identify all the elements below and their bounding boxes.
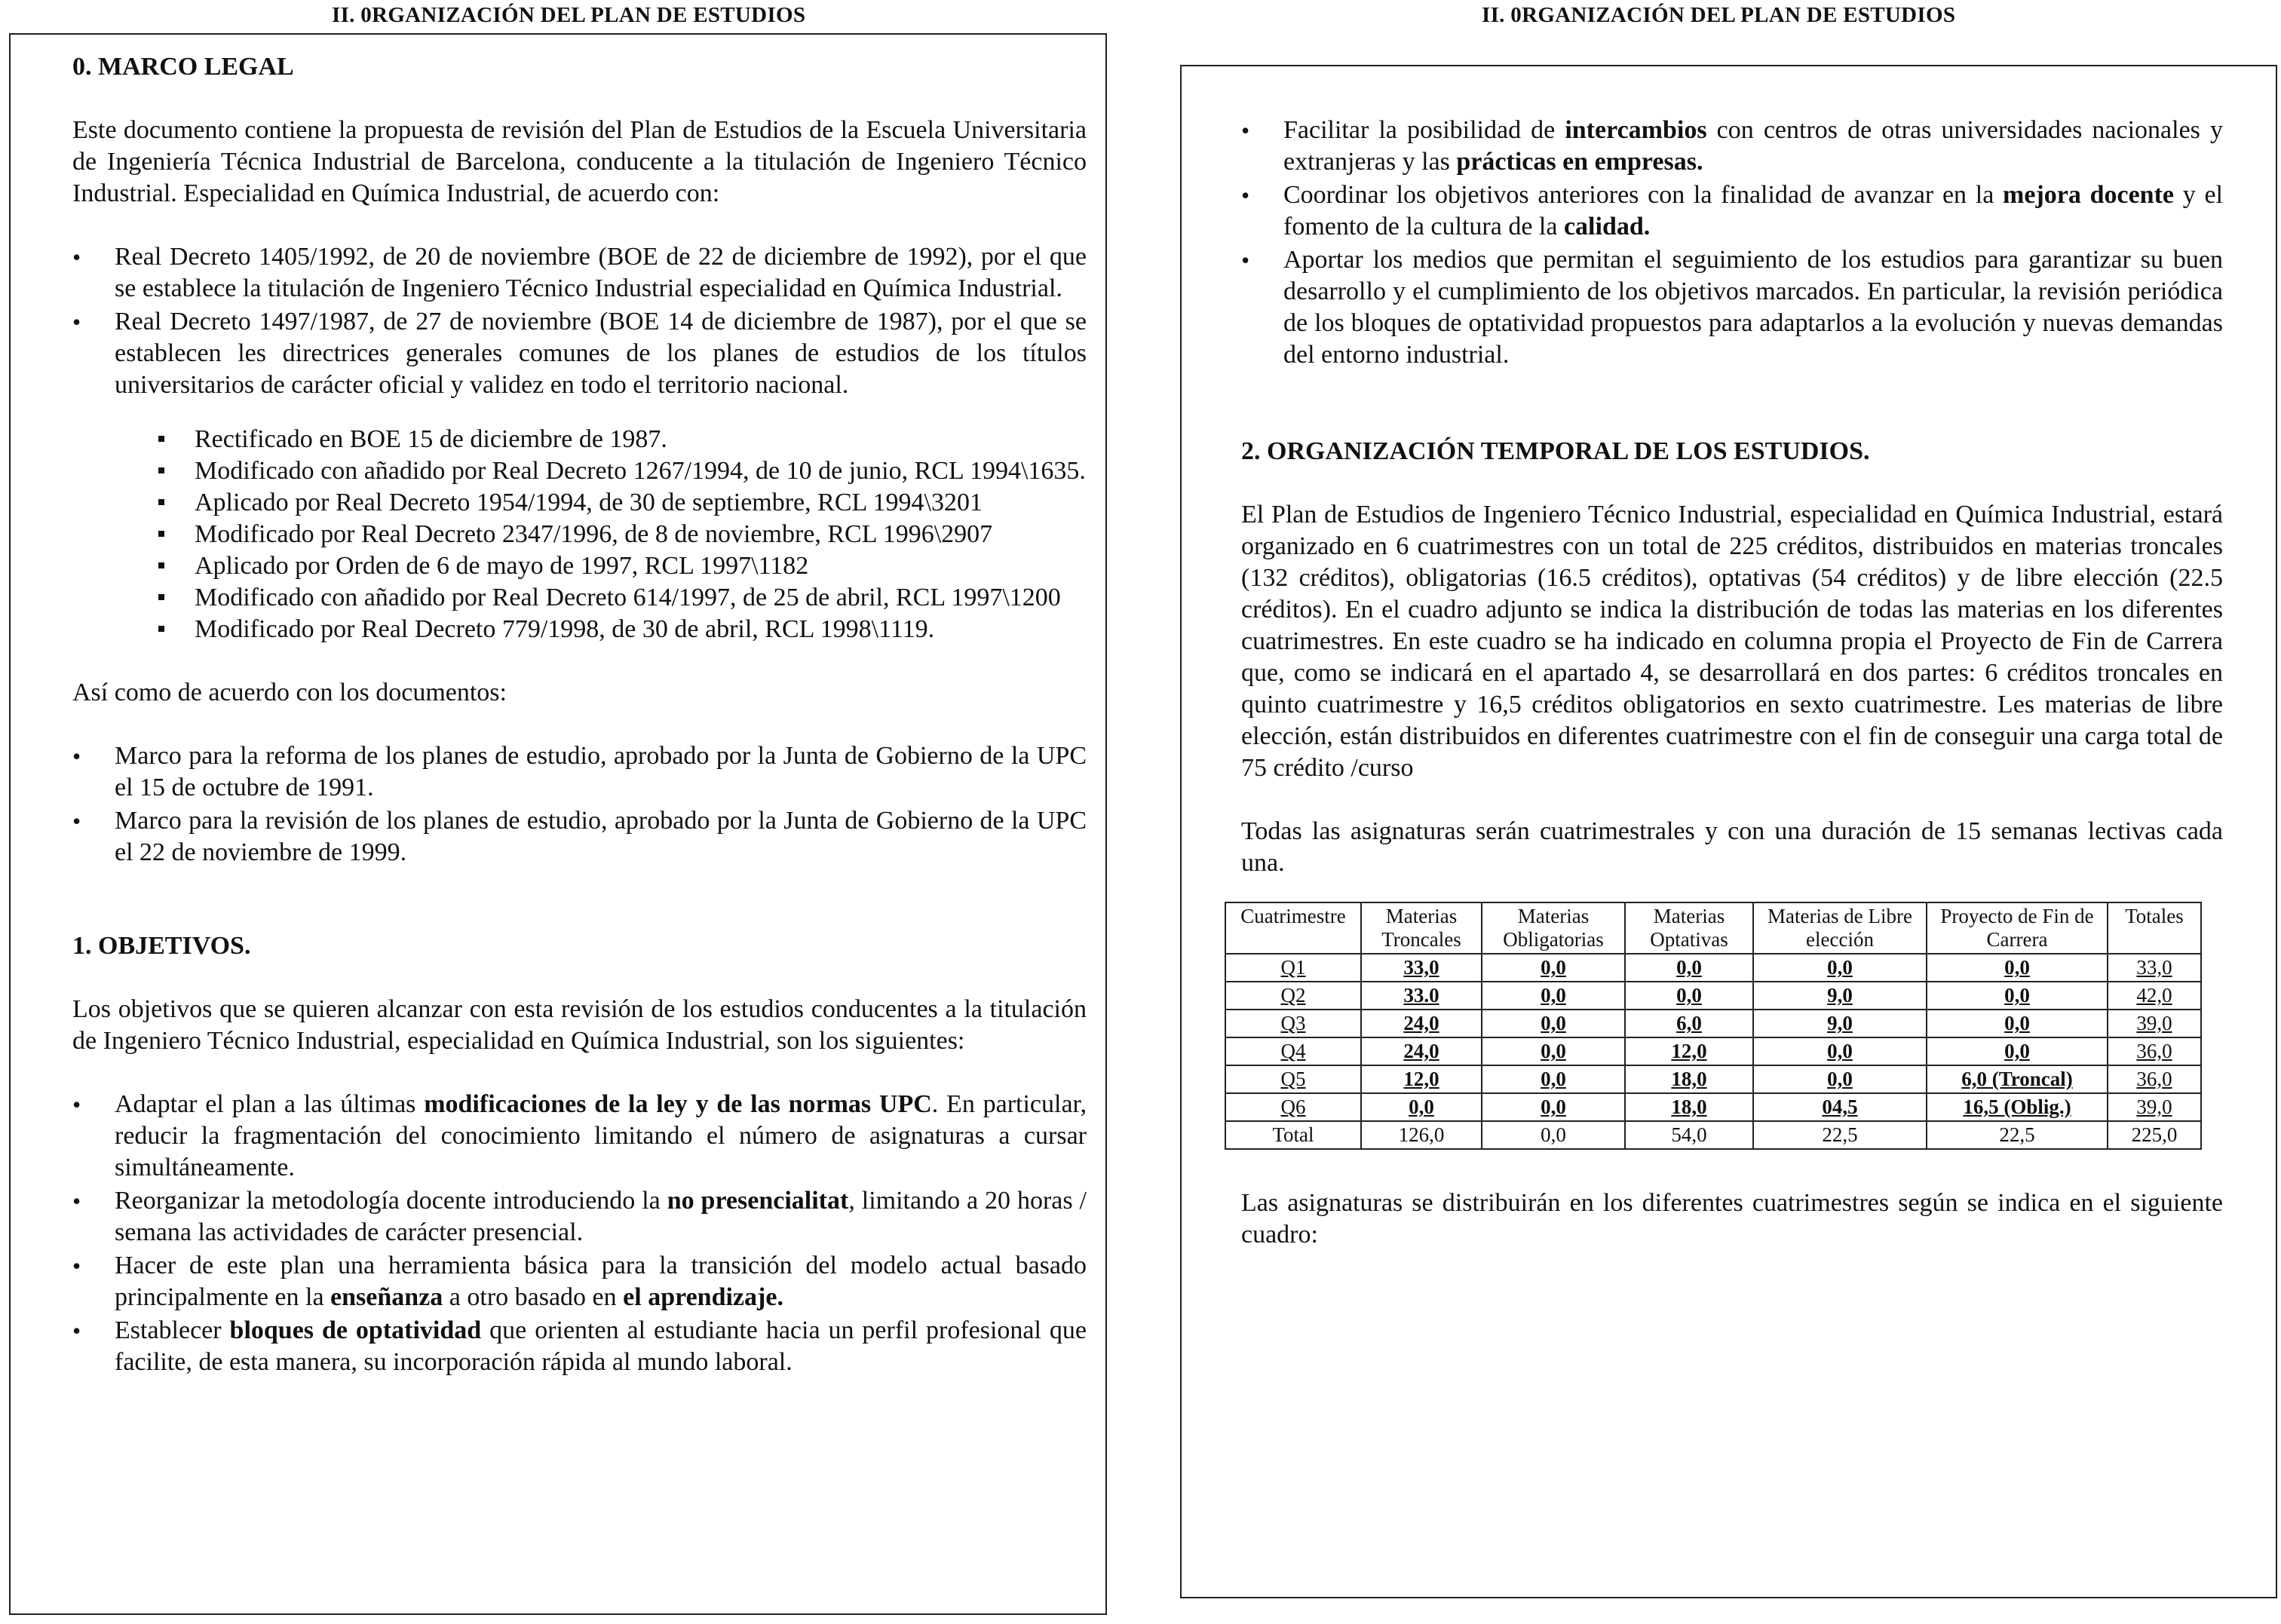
objective-item: • Aportar los medios que permitan el seguimiento de los estudios para garantizar su buen desarrollo y el cumplimiento de los objetivos marcados. En particular, la revisión periódica de los bloques de optatividad propuestos para adaptarlos a la evolución y nuevas demandas del entorno industrial. — [1241, 244, 2223, 371]
amendment-item: Modificado por Real Decreto 2347/1996, de 8 de noviembre, RCL 1996\2907 — [157, 519, 1087, 550]
table-row — [1225, 982, 2201, 1010]
table-header-cell: Materias de Libre elección — [1753, 902, 1927, 954]
objectives-list-left — [72, 1089, 1087, 1378]
table-cell: 0,0 — [1927, 1010, 2108, 1037]
table-cell: 0,0 — [1482, 982, 1625, 1010]
table-cell: 0,0 — [1753, 1037, 1927, 1065]
table-cell: 0,0 — [1625, 982, 1753, 1010]
table-cell: 54,0 — [1625, 1121, 1753, 1149]
amendment-item: Aplicado por Real Decreto 1954/1994, de 30 de septiembre, RCL 1994\3201 — [157, 487, 1087, 519]
credits-distribution-table — [1225, 902, 2202, 1150]
table-cell: 0,0 — [1482, 954, 1625, 982]
objetivos-intro-paragraph: Los objetivos que se quieren alcanzar con esta revisión de los estudios conducentes a la titulación de Ingeniero Técnico Industrial, especialidad en Química Industrial, son los siguientes: — [72, 995, 1087, 1055]
table-cell: 9,0 — [1753, 1010, 1927, 1037]
table-cell: 126,0 — [1361, 1121, 1482, 1149]
decree-item: • Real Decreto 1497/1987, de 27 de noviembre (BOE 14 de diciembre de 1987), por el que se establecen les directrices generales comunes de los planes de estudios de los títulos universitarios de carácter oficial y validez en todo el territorio nacional. — [72, 306, 1087, 401]
table-cell: Q2 — [1225, 982, 1361, 1010]
table-cell: 33,0 — [1361, 954, 1482, 982]
objective-item: • Establecer bloques de optatividad que orienten al estudiante hacia un perfil profesional que facilite, de esta manera, su incorporación rápida al mundo laboral. — [72, 1315, 1087, 1378]
amendment-item: Modificado con añadido por Real Decreto 1267/1994, de 10 de junio, RCL 1994\1635. — [157, 455, 1087, 487]
table-cell: 16,5 (Oblig.) — [1927, 1093, 2108, 1121]
table-cell: 0,0 — [1482, 1093, 1625, 1121]
table-header-cell: Proyecto de Fin de Carrera — [1927, 902, 2108, 954]
table-cell: 12,0 — [1625, 1037, 1753, 1065]
table-cell: Q3 — [1225, 1010, 1361, 1037]
organizacion-paragraph: El Plan de Estudios de Ingeniero Técnico Industrial, especialidad en Química Industrial, estará organizado en 6 cuatrimestres con un total de 225 créditos, distribuidos en materias troncales (132 créditos), obligatorias (16.5 créditos), optativas (54 créditos) y de libre elección (22.5 créditos). En el cuadro adjunto se indica la distribución de todas las materias en los diferentes cuatrimestres. En este cuadro se ha indicado en columna propia el Proyecto de Fin de Carrera que, como se indicará en el apartado 4, se desarrollará en dos partes: 6 créditos troncales en quinto cuatrimestre y 16,5 créditos obligatorios en sexto cuatrimestre. Les materias de libre elección, están distribuidos en diferentes cuatrimestre con el fin de conseguir una carga total de 75 crédito /curso — [1241, 501, 2223, 782]
table-cell: 33,0 — [2108, 954, 2201, 982]
page-header-left: II. 0RGANIZACIÓN DEL PLAN DE ESTUDIOS — [332, 3, 806, 27]
table-cell: Q1 — [1225, 954, 1361, 982]
table-header-cell: Totales — [2108, 902, 2201, 954]
marco-intro-paragraph: Este documento contiene la propuesta de revisión del Plan de Estudios de la Escuela Universitaria de Ingeniería Técnica Industrial de Barcelona, conducente a la titulación de Ingeniero Técnico Industrial. Especialidad en Química Industrial, de acuerdo con: — [72, 116, 1087, 207]
table-cell: Q6 — [1225, 1093, 1361, 1121]
document-item: • Marco para la reforma de los planes de estudio, aprobado por la Junta de Gobierno de la UPC el 15 de octubre de 1991. — [72, 740, 1087, 804]
table-cell: 0,0 — [1753, 954, 1927, 982]
section-heading-marco-legal: 0. MARCO LEGAL — [72, 53, 294, 81]
amendment-item: Aplicado por Orden de 6 de mayo de 1997, RCL 1997\1182 — [157, 550, 1087, 582]
table-cell: 6,0 (Troncal) — [1927, 1065, 2108, 1093]
table-cell: 6,0 — [1625, 1010, 1753, 1037]
table-cell: 0,0 — [1927, 982, 2108, 1010]
table-cell: 0,0 — [1625, 954, 1753, 982]
table-cell: 0,0 — [1927, 1037, 2108, 1065]
table-row — [1225, 1065, 2201, 1093]
objective-item: • Hacer de este plan una herramienta básica para la transición del modelo actual basado principalmente en la enseñanza a otro basado en el aprendizaje. — [72, 1250, 1087, 1313]
amendment-item: Rectificado en BOE 15 de diciembre de 1987. — [157, 424, 1087, 455]
table-header-cell: Materias Optativas — [1625, 902, 1753, 954]
amendment-item: Modificado por Real Decreto 779/1998, de 30 de abril, RCL 1998\1119. — [157, 614, 1087, 645]
objective-item: • Facilitar la posibilidad de intercambios con centros de otras universidades nacionales y extranjeras y las prácticas en empresas. — [1241, 115, 2223, 178]
table-cell: 0,0 — [1753, 1065, 1927, 1093]
table-cell: 0,0 — [1927, 954, 2108, 982]
table-cell: Total — [1225, 1121, 1361, 1149]
left-page-content — [72, 51, 1087, 1380]
amendment-list — [157, 424, 1087, 645]
table-cell: 0,0 — [1482, 1065, 1625, 1093]
table-cell: 24,0 — [1361, 1037, 1482, 1065]
table-cell: 22,5 — [1927, 1121, 2108, 1149]
duration-paragraph: Todas las asignaturas serán cuatrimestrales y con una duración de 15 semanas lectivas cada una. — [1241, 817, 2223, 877]
page-header-right: II. 0RGANIZACIÓN DEL PLAN DE ESTUDIOS — [1482, 3, 1956, 27]
table-cell: 18,0 — [1625, 1093, 1753, 1121]
decree-item: • Real Decreto 1405/1992, de 20 de noviembre (BOE de 22 de diciembre de 1992), por el que se establece la titulación de Ingeniero Técnico Industrial especialidad en Química Industrial. — [72, 241, 1087, 305]
right-page-content — [1241, 115, 2223, 1251]
table-cell: 18,0 — [1625, 1065, 1753, 1093]
table-cell: 0,0 — [1482, 1121, 1625, 1149]
table-cell: 22,5 — [1753, 1121, 1927, 1149]
table-row — [1225, 1037, 2201, 1065]
decree-list — [72, 241, 1087, 401]
section-heading-objetivos: 1. OBJETIVOS. — [72, 932, 251, 960]
table-cell: 12,0 — [1361, 1065, 1482, 1093]
documents-list — [72, 740, 1087, 869]
section-heading-organizacion: 2. ORGANIZACIÓN TEMPORAL DE LOS ESTUDIOS. — [1241, 437, 1870, 465]
documents-intro: Así como de acuerdo con los documentos: — [72, 679, 507, 706]
objectives-list-right — [1241, 115, 2223, 371]
table-header-cell: Materias Troncales — [1361, 902, 1482, 954]
objective-item: • Adaptar el plan a las últimas modificaciones de la ley y de las normas UPC. En particular, reducir la fragmentación del conocimiento limitando el número de asignaturas a cursar simultáneamente. — [72, 1089, 1087, 1184]
table-cell: 0,0 — [1482, 1010, 1625, 1037]
document-item: • Marco para la revisión de los planes de estudio, aprobado por la Junta de Gobierno de la UPC el 22 de noviembre de 1999. — [72, 805, 1087, 869]
table-header-cell: Materias Obligatorias — [1482, 902, 1625, 954]
table-cell: 0,0 — [1361, 1093, 1482, 1121]
table-cell: Q4 — [1225, 1037, 1361, 1065]
table-row — [1225, 1010, 2201, 1037]
closing-paragraph: Las asignaturas se distribuirán en los diferentes cuatrimestres según se indica en el siguiente cuadro: — [1241, 1189, 2223, 1249]
table-cell: 39,0 — [2108, 1093, 2201, 1121]
amendment-item: Modificado con añadido por Real Decreto 614/1997, de 25 de abril, RCL 1997\1200 — [157, 582, 1087, 614]
table-cell: 36,0 — [2108, 1037, 2201, 1065]
table-cell: 39,0 — [2108, 1010, 2201, 1037]
table-cell: 0,0 — [1482, 1037, 1625, 1065]
table-cell: 04,5 — [1753, 1093, 1927, 1121]
table-row — [1225, 954, 2201, 982]
table-cell: 24,0 — [1361, 1010, 1482, 1037]
table-header-cell: Cuatrimestre — [1225, 902, 1361, 954]
table-row — [1225, 1093, 2201, 1121]
table-cell: 33.0 — [1361, 982, 1482, 1010]
table-cell: Q5 — [1225, 1065, 1361, 1093]
table-cell: 36,0 — [2108, 1065, 2201, 1093]
table-header-row — [1225, 902, 2201, 954]
objective-item: • Reorganizar la metodología docente introduciendo la no presencialitat, limitando a 20 horas / semana las actividades de carácter presencial. — [72, 1185, 1087, 1249]
table-cell: 42,0 — [2108, 982, 2201, 1010]
objective-item: • Coordinar los objetivos anteriores con la finalidad de avanzar en la mejora docente y el fomento de la cultura de la calidad. — [1241, 179, 2223, 243]
table-cell: 225,0 — [2108, 1121, 2201, 1149]
table-cell: 9,0 — [1753, 982, 1927, 1010]
table-total-row — [1225, 1121, 2201, 1149]
